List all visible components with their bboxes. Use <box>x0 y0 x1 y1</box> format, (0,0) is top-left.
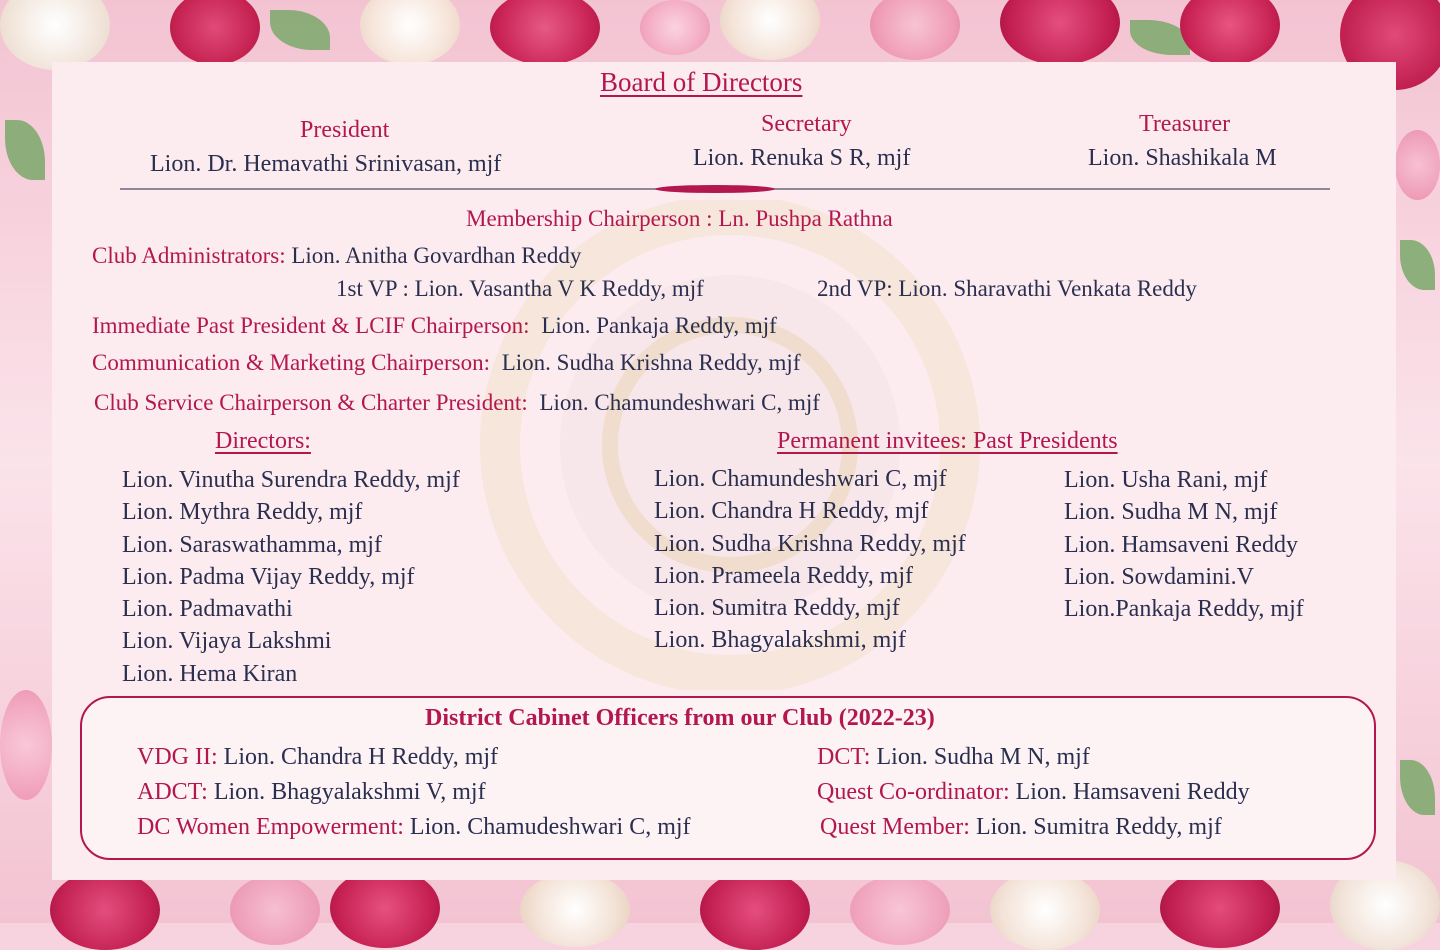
cabinet-label: VDG II: <box>137 744 218 770</box>
rose-decoration <box>50 870 160 950</box>
rose-decoration <box>1160 868 1280 948</box>
list-item: Lion. Chamundeshwari C, mjf <box>654 466 947 492</box>
list-item: Lion. Saraswathamma, mjf <box>122 531 382 558</box>
list-item: Lion. Chandra H Reddy, mjf <box>654 498 929 525</box>
cabinet-row <box>137 744 498 771</box>
directors-heading: Directors: <box>215 428 311 454</box>
list-item: Lion. Hamsaveni Reddy <box>1064 531 1298 558</box>
second-vp: 2nd VP: Lion. Sharavathi Venkata Reddy <box>817 276 1197 301</box>
invitees-list-right <box>1064 464 1304 625</box>
cabinet-label: DC Women Empowerment: <box>137 814 404 840</box>
cabinet-row <box>137 814 691 841</box>
directors-list <box>122 464 460 690</box>
cabinet-name: Lion. Sumitra Reddy, mjf <box>975 814 1222 840</box>
rose-decoration <box>0 690 52 800</box>
rose-decoration <box>850 875 950 945</box>
cabinet-name: Lion. Bhagyalakshmi V, mjf <box>213 779 486 805</box>
list-item: Lion. Bhagyalakshmi, mjf <box>654 627 906 654</box>
list-item: Lion.Pankaja Reddy, mjf <box>1064 596 1304 623</box>
list-item: Lion. Usha Rani, mjf <box>1064 467 1268 493</box>
role-name: Lion. Chamundeshwari C, mjf <box>539 390 820 415</box>
rose-decoration <box>330 868 440 948</box>
cabinet-row <box>817 744 1090 771</box>
list-item: Lion. Padma Vijay Reddy, mjf <box>122 563 415 590</box>
membership-chairperson: Membership Chairperson : Ln. Pushpa Rathna <box>466 206 893 231</box>
page-title: Board of Directors <box>600 67 803 97</box>
role-label: Communication & Marketing Chairperson: <box>92 350 490 375</box>
cabinet-label: Quest Member: <box>820 814 970 840</box>
cabinet-title: District Cabinet Officers from our Club (2022-23) <box>425 705 935 731</box>
treasurer-role: Treasurer <box>1139 111 1231 137</box>
list-item: Lion. Sudha Krishna Reddy, mjf <box>654 530 966 557</box>
cabinet-name: Lion. Chandra H Reddy, mjf <box>223 744 499 770</box>
list-item: Lion. Padmavathi <box>122 596 293 623</box>
secretary-role: Secretary <box>761 111 852 137</box>
rose-decoration <box>520 872 630 947</box>
invitees-list-left <box>654 463 966 657</box>
rose-decoration <box>230 875 320 945</box>
list-item: Lion. Hema Kiran <box>122 660 298 687</box>
cabinet-name: Lion. Chamudeshwari C, mjf <box>409 814 691 840</box>
list-item: Lion. Vinutha Surendra Reddy, mjf <box>122 467 460 493</box>
rose-decoration <box>1395 130 1440 200</box>
rose-decoration <box>700 870 810 950</box>
list-item: Lion. Prameela Reddy, mjf <box>654 562 914 589</box>
role-name: Lion. Sudha Krishna Reddy, mjf <box>501 350 801 375</box>
role-row <box>92 313 777 339</box>
list-item: Lion. Vijaya Lakshmi <box>122 628 332 655</box>
cabinet-row <box>817 779 1250 806</box>
list-item: Lion. Sumitra Reddy, mjf <box>654 595 900 622</box>
cabinet-label: DCT: <box>817 744 871 770</box>
treasurer-name: Lion. Shashikala M <box>1088 145 1277 171</box>
cabinet-row <box>137 779 486 806</box>
role-row <box>94 390 820 416</box>
cabinet-row <box>820 814 1222 841</box>
cabinet-label: Quest Co-ordinator: <box>817 779 1010 805</box>
cabinet-name: Lion. Hamsaveni Reddy <box>1015 779 1250 805</box>
secretary-name: Lion. Renuka S R, mjf <box>693 145 911 171</box>
club-administrators-row <box>92 243 581 269</box>
invitees-heading: Permanent invitees: Past Presidents <box>777 428 1118 454</box>
president-name: Lion. Dr. Hemavathi Srinivasan, mjf <box>150 151 502 177</box>
cabinet-label: ADCT: <box>137 779 208 805</box>
role-row <box>92 350 800 376</box>
rose-decoration <box>990 870 1100 950</box>
first-vp: 1st VP : Lion. Vasantha V K Reddy, mjf <box>336 276 704 301</box>
cabinet-name: Lion. Sudha M N, mjf <box>876 744 1090 770</box>
club-administrators-name: Lion. Anitha Govardhan Reddy <box>291 243 582 268</box>
list-item: Lion. Sudha M N, mjf <box>1064 499 1278 526</box>
president-role: President <box>300 117 390 143</box>
list-item: Lion. Mythra Reddy, mjf <box>122 499 363 526</box>
role-label: Club Service Chairperson & Charter President: <box>94 390 528 415</box>
role-label: Immediate Past President & LCIF Chairperson: <box>92 313 530 338</box>
list-item: Lion. Sowdamini.V <box>1064 563 1254 590</box>
rose-decoration <box>640 0 710 55</box>
club-administrators-label: Club Administrators: <box>92 243 286 268</box>
role-name: Lion. Pankaja Reddy, mjf <box>541 313 777 338</box>
officers-divider <box>120 180 1335 196</box>
